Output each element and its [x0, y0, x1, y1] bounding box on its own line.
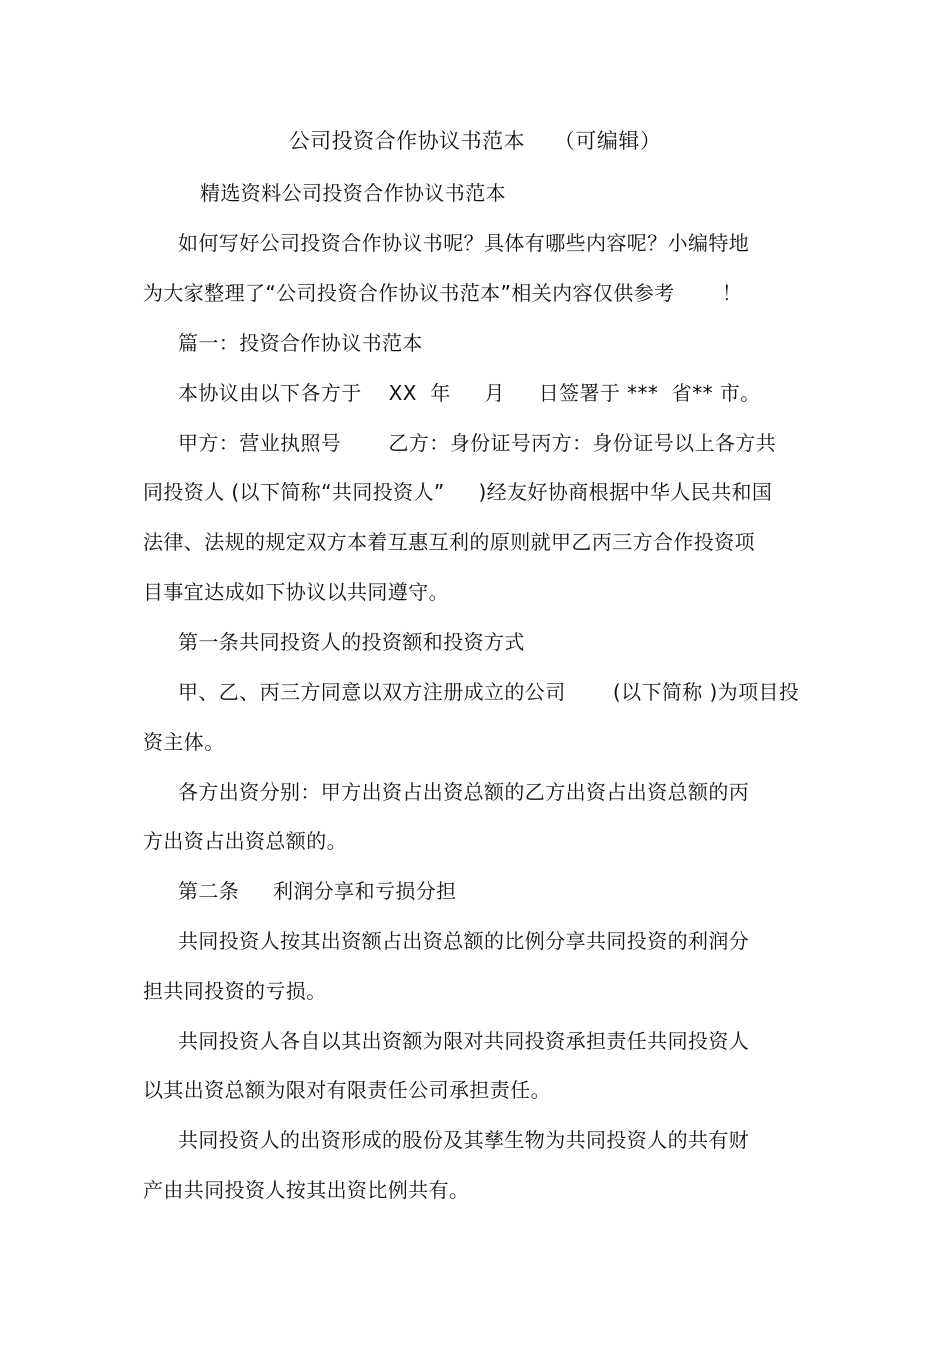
- paragraph-line: 法律、法规的规定双方本着互惠互利的原则就甲乙丙三方合作投资项: [143, 530, 755, 554]
- paragraph-line: 如何写好公司投资合作协议书呢？具体有哪些内容呢？小编特地: [178, 231, 750, 255]
- document-title: 公司投资合作协议书范本 （可编辑）: [288, 129, 662, 153]
- article-heading: 第一条共同投资人的投资额和投资方式: [178, 630, 525, 654]
- paragraph-line: 共同投资人按其出资额占出资总额的比例分享共同投资的利润分: [178, 929, 750, 953]
- paragraph-line: 本协议由以下各方于 XX 年 月 日签署于 *** 省** 市。: [178, 381, 761, 405]
- paragraph-line: 同投资人 (以下简称“共同投资人” )经友好协商根据中华人民共和国: [143, 480, 773, 504]
- paragraph-line: 以其出资总额为限对有限责任公司承担责任。: [143, 1078, 551, 1102]
- paragraph-line: 甲方：营业执照号 乙方：身份证号丙方：身份证号以上各方共: [178, 431, 777, 455]
- paragraph-line: 甲、乙、丙三方同意以双方注册成立的公司 (以下简称 )为项目投: [178, 680, 800, 704]
- subtitle-line: 精选资料公司投资合作协议书范本: [200, 181, 506, 205]
- paragraph-line: 方出资占出资总额的。: [143, 829, 347, 853]
- paragraph-line: 担共同投资的亏损。: [143, 979, 327, 1003]
- paragraph-line: 产由共同投资人按其出资比例共有。: [143, 1178, 470, 1202]
- paragraph-line: 为大家整理了“公司投资合作协议书范本”相关内容仅供参考 ！: [143, 281, 743, 305]
- paragraph-line: 共同投资人的出资形成的股份及其孳生物为共同投资人的共有财: [178, 1128, 750, 1152]
- article-heading: 第二条 利润分享和亏损分担: [178, 879, 457, 903]
- paragraph-line: 共同投资人各自以其出资额为限对共同投资承担责任共同投资人: [178, 1029, 750, 1053]
- paragraph-line: 目事宜达成如下协议以共同遵守。: [143, 580, 449, 604]
- paragraph-line: 各方出资分别：甲方出资占出资总额的乙方出资占出资总额的丙: [178, 780, 750, 804]
- section-heading: 篇一：投资合作协议书范本: [178, 331, 423, 355]
- paragraph-line: 资主体。: [143, 730, 225, 754]
